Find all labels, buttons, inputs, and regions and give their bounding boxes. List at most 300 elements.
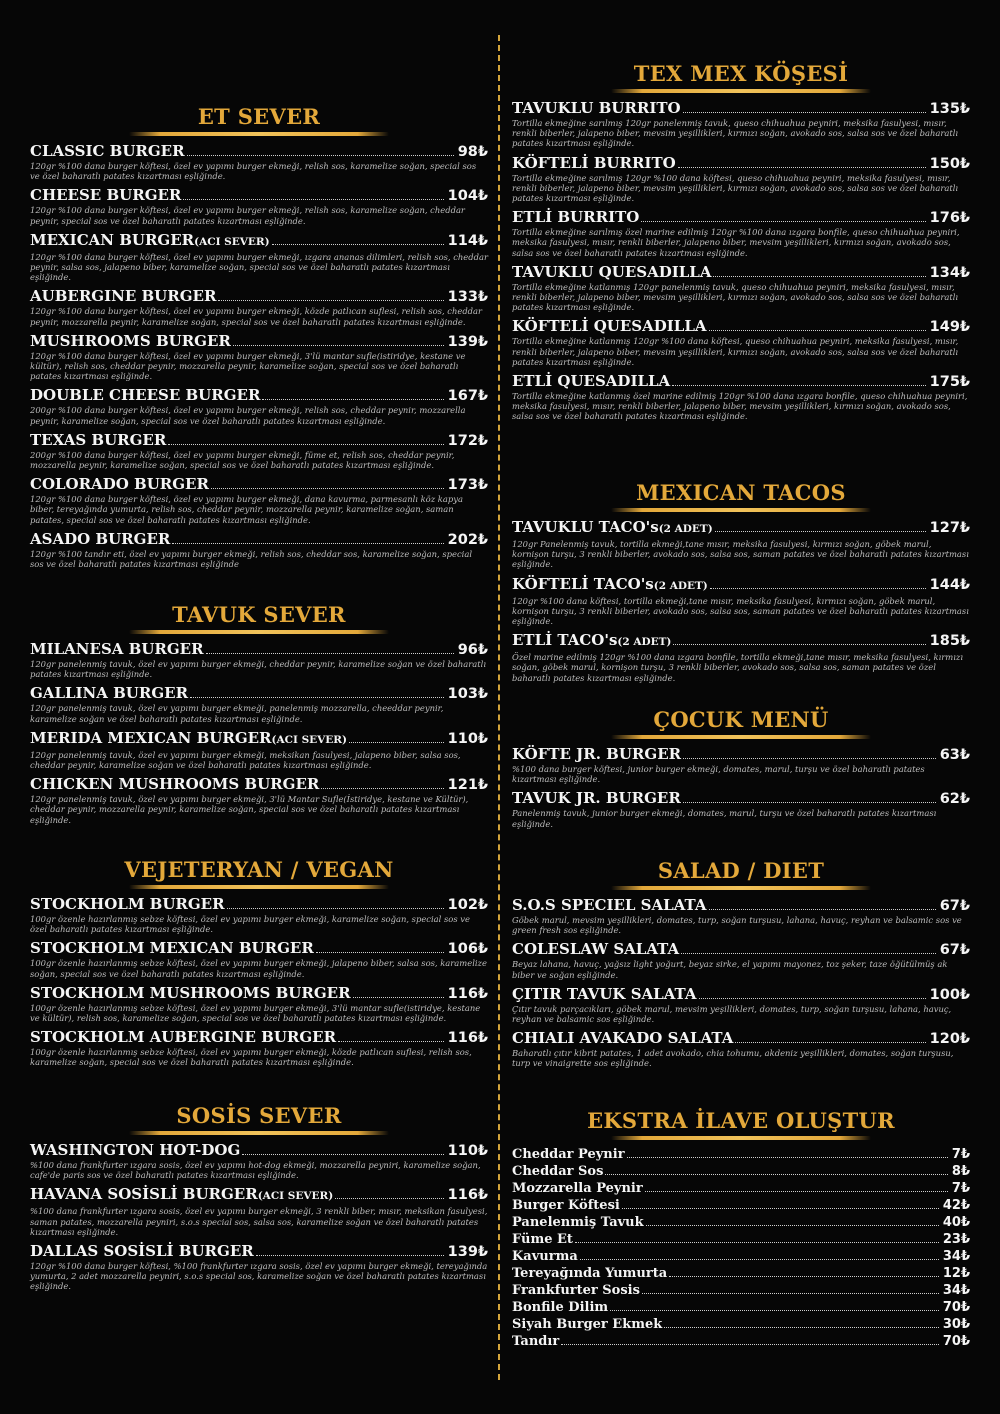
- dot-leader: [187, 155, 454, 156]
- dot-leader: [605, 1174, 947, 1175]
- menu-section-tex-mex-ko-s-esi: [512, 61, 970, 428]
- dot-leader: [272, 244, 444, 245]
- item-name: WASHINGTON HOT-DOG: [30, 1141, 241, 1159]
- item-price: 116₺: [447, 985, 488, 1002]
- item-name: Siyah Burger Ekmek: [512, 1317, 663, 1332]
- item-list: [30, 1142, 488, 1292]
- item-price: 67₺: [939, 898, 970, 914]
- item-name: Tereyağında Yumurta: [512, 1266, 668, 1281]
- dot-leader: [256, 1255, 444, 1256]
- item-price: 202₺: [447, 531, 488, 548]
- item-row: [30, 685, 488, 702]
- item-description: 120gr %100 dana burger köftesi, %100 frankfurter ızgara sosis, özel ev yapımı burger ekmeği, tereyağında yumurta, 2 adet mozzarella peyniri, s.o.s special sos, karamelize soğan ve özel baharatlı patates kızartması eşliğinde.: [30, 1261, 488, 1292]
- menu-item[interactable]: [30, 685, 488, 723]
- menu-item[interactable]: [512, 941, 970, 979]
- dot-leader: [678, 167, 926, 168]
- item-row: [512, 1249, 970, 1264]
- item-price: 98₺: [457, 144, 488, 160]
- item-row: [30, 476, 488, 493]
- item-price: 185₺: [929, 633, 970, 650]
- menu-item[interactable]: [512, 1334, 970, 1349]
- title-brush-stroke: [611, 89, 871, 93]
- item-description: Tortilla ekmeğine sarılmış özel marine edilmiş 120gr %100 dana ızgara bonfile, queso chihuahua peyniri, meksika fasulyesi, mısır, renkli biberler, jalapeno biber, mevsim yeşillikleri, kırmızı soğan, avokado sos, salsa sos ve özel baharatlı patates kızartması eşliğinde.: [512, 227, 960, 258]
- dot-leader: [353, 997, 444, 998]
- menu-item[interactable]: [512, 1266, 970, 1281]
- section-title: SOSİS SEVER: [176, 1103, 342, 1128]
- item-note: (2 ADET): [658, 523, 713, 535]
- item-name: Bonfile Dilim: [512, 1300, 609, 1315]
- item-description: 120gr %100 dana burger köftesi, özel ev yapımı burger ekmeği, relish sos, karamelize soğan, cheddar peynir, special sos ve özel baharatlı patates kızartması eşliğinde.: [30, 205, 465, 226]
- item-name: KÖFTELİ BURRITO: [512, 153, 676, 172]
- dot-leader: [316, 952, 444, 953]
- item-list: [512, 1147, 970, 1349]
- dot-leader: [575, 1242, 939, 1243]
- item-price: 167₺: [447, 388, 488, 405]
- item-price: 12₺: [942, 1266, 970, 1281]
- item-description: Beyaz lahana, havuç, yağsız light yoğurt, beyaz sirke, el yapımı mayonez, toz şeker, taze öğütülmüş ak biber ve soğan eşliğinde.: [512, 959, 948, 980]
- item-row: [30, 896, 488, 913]
- item-description: Tortilla ekmeğine sarılmış 120gr panelenmiş tavuk, queso chihuahua peyniri, meksika fasulyesi, mısır, renkli biberler, jalapeno biber, mevsim yeşillikleri, kırmızı soğan, avokado sos, salsa sos ve özel baharatlı patates kızartması eşliğinde.: [512, 118, 959, 149]
- menu-item[interactable]: [512, 897, 970, 935]
- item-row: [512, 1317, 970, 1332]
- item-name: COLESLAW SALATA: [512, 940, 680, 959]
- item-row: [30, 641, 488, 658]
- item-price: 121₺: [447, 777, 488, 794]
- item-note: (2 ADET): [653, 579, 708, 592]
- item-price: 63₺: [939, 747, 970, 763]
- item-name: ETLİ BURRITO: [512, 208, 640, 227]
- item-description: 120gr panelenmiş tavuk, özel ev yapımı burger ekmeği, cheddar peynir, karamelize soğan ve özel baharatlı patates kızartması eşliğinde.: [30, 659, 487, 680]
- title-brush-stroke: [611, 508, 871, 512]
- dot-leader: [669, 1276, 939, 1277]
- dot-leader: [349, 742, 444, 743]
- menu-item[interactable]: [30, 1142, 488, 1180]
- section-title: TAVUK SEVER: [172, 602, 346, 627]
- title-brush-stroke: [611, 735, 871, 739]
- menu-item[interactable]: [30, 432, 488, 470]
- dot-leader: [338, 1041, 444, 1042]
- dot-leader: [713, 276, 925, 277]
- item-price: 149₺: [929, 319, 970, 336]
- item-name: ETLİ QUESADILLA: [512, 372, 671, 391]
- item-name: MEXICAN BURGER(ACI SEVER): [30, 230, 270, 249]
- item-name: Frankfurter Sosis: [512, 1283, 640, 1298]
- item-row: [512, 941, 970, 958]
- item-name: STOCKHOLM BURGER: [30, 895, 225, 913]
- item-name: KÖFTELİ TACO's(2 ADET): [512, 574, 708, 593]
- item-price: 102₺: [447, 897, 488, 913]
- item-price: 62₺: [939, 791, 970, 808]
- item-name: DALLAS SOSİSLİ BURGER: [30, 1242, 254, 1261]
- item-name: Cheddar Sos: [512, 1164, 604, 1179]
- section-title: ÇOCUK MENÜ: [653, 707, 829, 732]
- item-price: 110₺: [447, 1143, 488, 1159]
- item-price: 67₺: [939, 942, 970, 959]
- section-title: MEXICAN TACOS: [636, 480, 846, 505]
- item-row: [512, 790, 970, 807]
- dot-leader: [211, 488, 444, 489]
- item-name: Burger Köftesi: [512, 1198, 620, 1213]
- item-row: [512, 986, 970, 1003]
- menu-item[interactable]: [512, 100, 970, 149]
- menu-item[interactable]: [30, 232, 488, 283]
- item-name: STOCKHOLM AUBERGINE BURGER: [30, 1028, 337, 1047]
- item-price: 110₺: [447, 730, 488, 747]
- item-name: KÖFTE JR. BURGER: [512, 745, 682, 763]
- item-name: Panelenmiş Tavuk: [512, 1215, 644, 1230]
- item-price: 34₺: [942, 1283, 970, 1298]
- dot-leader: [610, 1310, 939, 1311]
- dot-leader: [715, 531, 926, 532]
- menu-item[interactable]: [30, 1243, 488, 1292]
- menu-section-salad-diet: [512, 858, 970, 1075]
- menu-section-sosi-s-sever: [30, 1103, 488, 1298]
- item-description: 100gr özenle hazırlanmış sebze köftesi, özel ev yapımı burger ekmeği, közde patlıcan suflesi, relish sos, karamelize soğan, special sos ve özel baharatlı patates kızartması eşliğinde.: [30, 1047, 472, 1068]
- item-name: CHICKEN MUSHROOMS BURGER: [30, 775, 320, 794]
- menu-item[interactable]: [512, 1198, 970, 1213]
- item-row: [512, 632, 970, 651]
- item-name: CLASSIC BURGER: [30, 142, 185, 160]
- item-price: 96₺: [457, 642, 488, 658]
- dot-leader: [321, 788, 443, 789]
- dot-leader: [172, 543, 443, 544]
- title-brush-stroke: [611, 1136, 871, 1140]
- item-row: [512, 100, 970, 117]
- item-price: 172₺: [447, 432, 488, 449]
- item-description: 120gr panelenmiş tavuk, özel ev yapımı burger ekmeği, panelenmiş mozzarella, cheeddar peynir, karamelize soğan ve özel baharatlı patates kızartması eşliğinde.: [30, 703, 444, 724]
- item-description: %100 dana burger köftesi, junior burger ekmeği, domates, marul, turşu ve özel baharatlı patates kızartması eşliğinde.: [512, 764, 925, 785]
- item-description: 120gr %100 dana burger köftesi, özel ev yapımı burger ekmeği, relish sos, karamelize soğan, special sos ve özel baharatlı patates kızartması eşliğinde.: [30, 161, 477, 182]
- dot-leader: [735, 1042, 925, 1043]
- dot-leader: [683, 758, 936, 759]
- item-name: MILANESA BURGER: [30, 640, 204, 658]
- item-price: 30₺: [942, 1317, 970, 1332]
- item-price: 34₺: [942, 1249, 970, 1264]
- menu-item[interactable]: [512, 632, 970, 683]
- menu-item[interactable]: [512, 1181, 970, 1196]
- item-name: STOCKHOLM MUSHROOMS BURGER: [30, 983, 351, 1002]
- dot-leader: [641, 221, 925, 222]
- dot-leader: [709, 909, 936, 910]
- item-name: DOUBLE CHEESE BURGER: [30, 386, 261, 405]
- item-description: Tortilla ekmeğine katlanmış özel marine edilmiş 120gr %100 dana ızgara bonfile, queso chihuahua peyniri, meksika fasulyesi, mısır, renkli biberler, jalapeno biber, mevsim yeşillikleri, kırmızı soğan, avokado sos, salsa sos ve özel baharatlı patates kızartması eşliğinde.: [512, 391, 968, 422]
- menu-item[interactable]: [30, 288, 488, 326]
- dot-leader: [672, 385, 925, 386]
- item-name: Mozzarella Peynir: [512, 1181, 643, 1196]
- item-name: AUBERGINE BURGER: [30, 287, 217, 306]
- item-description: 100gr özenle hazırlanmış sebze köftesi, özel ev yapımı burger ekmeği, karamelize soğan, special sos ve özel baharatlı patates kızartması eşliğinde.: [30, 914, 470, 935]
- item-row: [512, 318, 970, 335]
- dot-leader: [168, 444, 443, 445]
- item-description: 120gr %100 dana burger köftesi, özel ev yapımı burger ekmeği, 3'lü mantar sufle(istiridye, kestane ve kültür), relish sos, cheddar peynir, mozzarella peynir, karamelize soğan, special sos ve özel baharatlı patates kızartması eşliğinde.: [30, 350, 466, 382]
- dot-leader: [233, 345, 444, 346]
- item-row: [512, 897, 970, 914]
- menu-item[interactable]: [30, 143, 488, 181]
- dot-leader: [335, 1198, 443, 1199]
- menu-item[interactable]: [30, 531, 488, 569]
- item-list: [512, 519, 970, 683]
- item-price: 173₺: [447, 477, 488, 494]
- column-divider: [498, 35, 500, 1380]
- item-name: GALLINA BURGER: [30, 684, 189, 703]
- item-row: [30, 531, 488, 548]
- item-name: Tandır: [512, 1334, 560, 1349]
- item-description: Tortilla ekmeğine katlanmış 120gr panelenmiş tavuk, queso chihuahua peyniri, meksika fasulyesi, mısır, renkli biberler, jalapeno biber, mevsim yeşillikleri, kırmızı soğan, avokado sos, salsa sos ve özel baharatlı patates kızartması eşliğinde.: [512, 281, 959, 313]
- menu-item[interactable]: [512, 1147, 970, 1162]
- menu-item[interactable]: [512, 373, 970, 422]
- section-title: SALAD / DIET: [657, 858, 825, 883]
- dot-leader: [645, 1191, 948, 1192]
- menu-item[interactable]: [512, 264, 970, 313]
- menu-item[interactable]: [30, 1186, 488, 1237]
- item-row: [512, 1181, 970, 1196]
- dot-leader: [190, 697, 444, 698]
- item-description: 120gr panelenmiş tavuk, özel ev yapımı burger ekmeği, meksikan fasulyesi, jalapeno biber, salsa sos, cheddar peynir, karamelize soğan ve özel baharatlı patates kızartması eşliğinde.: [30, 749, 461, 771]
- dot-leader: [709, 330, 926, 331]
- item-list: [512, 100, 970, 422]
- menu-item[interactable]: [30, 641, 488, 679]
- item-price: 120₺: [929, 1031, 970, 1048]
- section-title: ET SEVER: [197, 104, 321, 129]
- title-brush-stroke: [129, 885, 389, 889]
- item-row: [30, 1243, 488, 1260]
- item-name: S.O.S SPECIEL SALATA: [512, 896, 707, 914]
- menu-item[interactable]: [30, 187, 488, 225]
- dot-leader: [561, 1344, 939, 1345]
- dot-leader: [683, 112, 926, 113]
- item-name: MERIDA MEXICAN BURGER(ACI SEVER): [30, 728, 347, 747]
- menu-item[interactable]: [512, 318, 970, 367]
- item-name: TAVUKLU BURRITO: [512, 99, 681, 117]
- menu-section-et-sever: [30, 104, 488, 575]
- item-note: (2 ADET): [617, 636, 672, 649]
- item-description: Tortilla ekmeğine sarılmış 120gr %100 dana köftesi, queso chihuahua peyniri, meksika fasulyesi, mısır, renkli biberler, jalapeno biber, mevsim yeşillikleri, kırmızı soğan, avokado sos, salsa sos ve özel baharatlı patates kızartması eşliğinde.: [512, 172, 959, 204]
- dot-leader: [699, 998, 926, 999]
- item-name: STOCKHOLM MEXICAN BURGER: [30, 939, 314, 958]
- item-price: 70₺: [942, 1300, 970, 1315]
- item-row: [30, 776, 488, 793]
- menu-item[interactable]: [30, 1029, 488, 1067]
- item-list: [30, 641, 488, 825]
- item-row: [512, 1147, 970, 1162]
- item-row: [512, 1300, 970, 1315]
- dot-leader: [642, 1293, 939, 1294]
- menu-item[interactable]: [30, 476, 488, 525]
- item-price: 70₺: [942, 1334, 970, 1349]
- menu-item[interactable]: [512, 1283, 970, 1298]
- item-list: [512, 897, 970, 1069]
- item-row: [30, 940, 488, 957]
- item-name: Kavurma: [512, 1249, 578, 1264]
- item-note: (ACI SEVER): [271, 733, 347, 746]
- menu-item[interactable]: [512, 790, 970, 828]
- item-price: 104₺: [447, 188, 488, 205]
- item-price: 150₺: [929, 155, 970, 172]
- item-row: [512, 1030, 970, 1047]
- item-row: [30, 1029, 488, 1046]
- item-name: ASADO BURGER: [30, 529, 171, 548]
- item-description: 100gr özenle hazırlanmış sebze köftesi, özel ev yapımı burger ekmeği, jalapeno biber, salsa sos, karamelize soğan, special sos ve özel baharatlı patates kızartması eşliğinde.: [30, 958, 487, 979]
- item-note: (ACI SEVER): [257, 1190, 334, 1203]
- menu-item[interactable]: [512, 1030, 970, 1068]
- dot-leader: [683, 802, 936, 803]
- title-brush-stroke: [129, 630, 389, 634]
- menu-section-vejeteryan-vegan: [30, 857, 488, 1074]
- item-price: 116₺: [447, 1187, 488, 1204]
- item-description: Baharatlı çıtır kibrit patates, 1 adet avokado, chia tohumu, akdeniz yeşillikleri, domates, soğan turşusu, turp ve vinaigrette sos eşliğinde.: [512, 1048, 954, 1069]
- dot-leader: [242, 1154, 443, 1155]
- dot-leader: [227, 908, 444, 909]
- item-description: Göbek marul, mevsim yeşillikleri, domates, turp, soğan turşusu, lahana, havuç, reyhan ve balsamic sos ve green fresh sos eşliğinde.: [512, 915, 962, 936]
- item-row: [512, 1164, 970, 1179]
- item-price: 42₺: [942, 1198, 970, 1213]
- item-description: 100gr özenle hazırlanmış sebze köftesi, özel ev yapımı burger ekmeği, 3'lü mantar sufle(istiridye, kestane ve kültür), relish sos, karamelize soğan, special sos ve özel baharatlı patates kızartması eşliğinde.: [30, 1002, 481, 1024]
- menu-item[interactable]: [30, 333, 488, 382]
- item-name: COLORADO BURGER: [30, 475, 209, 494]
- item-price: 114₺: [447, 232, 488, 249]
- item-row: [30, 985, 488, 1002]
- item-name: MUSHROOMS BURGER: [30, 331, 231, 350]
- dot-leader: [183, 199, 443, 200]
- item-row: [512, 1334, 970, 1349]
- menu-item[interactable]: [512, 1317, 970, 1332]
- item-price: 133₺: [447, 289, 488, 306]
- dot-leader: [664, 1327, 939, 1328]
- menu-item[interactable]: [512, 1232, 970, 1247]
- menu-item[interactable]: [512, 746, 970, 784]
- item-row: [512, 373, 970, 390]
- menu-section-tavuk-sever: [30, 602, 488, 831]
- item-description: 120gr %100 dana burger köftesi, özel ev yapımı burger ekmeği, közde patlıcan suflesi, relish sos, cheddar peynir, mozzarella peynir, karamelize soğan, special sos ve özel baharatlı patates kızartması eşliğinde.: [30, 306, 483, 327]
- item-note: (ACI SEVER): [194, 235, 270, 248]
- item-price: 40₺: [942, 1215, 970, 1230]
- item-description: 120gr Panelenmiş tavuk, tortilla ekmeği,tane mısır, meksika fasulyesi, kırmızı soğan, göbek marul, kornişon turşu, 3 renkli biberler, avokado sos, salsa sos, saman patates ve özel baharatlı patates kızartması eşliğinde.: [512, 539, 969, 570]
- item-row: [30, 432, 488, 449]
- item-row: [512, 155, 970, 172]
- dot-leader: [673, 644, 925, 645]
- item-description: 120gr %100 tandır eti, özel ev yapımı burger ekmeği, relish sos, cheddar sos, karamelize soğan, special sos ve özel baharatlı patates kızartması eşliğinde: [30, 548, 473, 570]
- item-row: [30, 288, 488, 305]
- item-row: [512, 264, 970, 281]
- title-brush-stroke: [129, 132, 389, 136]
- item-row: [30, 1142, 488, 1159]
- item-list: [30, 143, 488, 569]
- item-price: 116₺: [447, 1030, 488, 1047]
- item-row: [30, 333, 488, 350]
- title-brush-stroke: [611, 886, 871, 890]
- menu-section-mexican-tacos: [512, 480, 970, 689]
- dot-leader: [218, 300, 443, 301]
- section-title: VEJETERYAN / VEGAN: [124, 857, 394, 882]
- dot-leader: [681, 953, 936, 954]
- item-price: 139₺: [447, 333, 488, 350]
- item-name: CHEESE BURGER: [30, 186, 182, 205]
- menu-item[interactable]: [512, 209, 970, 258]
- item-row: [512, 1283, 970, 1298]
- item-description: %100 dana frankfurter ızgara sosis, özel ev yapımı burger ekmeği, 3 renkli biber, mısır, meksikan fasulyesi, saman patates, mozzarella peyniri, s.o.s special sos, salsa sos, karamelize soğan ve özel baharatlı patates kızartması eşliğinde.: [30, 1206, 488, 1237]
- item-description: 200gr %100 dana burger köftesi, özel ev yapımı burger ekmeği, relish sos, cheddar peynir, mozzarella peynir, karamelize soğan, special sos ve özel baharatlı patates kızartması eşliğinde.: [30, 405, 466, 426]
- item-row: [512, 1266, 970, 1281]
- item-description: Panelenmiş tavuk, junior burger ekmeği, domates, marul, turşu ve özel baharatlı patates kızartması eşliğinde.: [512, 808, 937, 829]
- dot-leader: [627, 1157, 948, 1158]
- item-name: Cheddar Peynir: [512, 1147, 625, 1162]
- item-price: 100₺: [929, 986, 970, 1003]
- dot-leader: [580, 1259, 939, 1260]
- menu-item[interactable]: [30, 387, 488, 425]
- item-description: 120gr %100 dana köftesi, tortilla ekmeği,tane mısır, meksika fasulyesi, kırmızı soğan, göbek marul, kornişon turşu, 3 renkli biberler, avokado sos, salsa sos, saman patates ve özel baharatlı patates kızartması eşliğinde.: [512, 595, 969, 627]
- item-price: 23₺: [942, 1232, 970, 1247]
- item-row: [512, 576, 970, 595]
- item-description: Çıtır tavuk parçacıkları, göbek marul, mevsim yeşillikleri, domates, turp, soğan turşusu, lahana, havuç, reyhan ve balsamic sos eşliğinde.: [512, 1003, 952, 1025]
- item-price: 127₺: [929, 520, 970, 536]
- item-name: HAVANA SOSİSLİ BURGER(ACI SEVER): [30, 1185, 334, 1204]
- menu-item[interactable]: [512, 1249, 970, 1264]
- menu-item[interactable]: [512, 519, 970, 570]
- item-price: 135₺: [929, 101, 970, 117]
- item-list: [30, 896, 488, 1068]
- item-name: ETLİ TACO's(2 ADET): [512, 631, 672, 650]
- item-list: [512, 746, 970, 829]
- menu-item[interactable]: [512, 155, 970, 204]
- menu-item[interactable]: [512, 576, 970, 627]
- item-row: [30, 730, 488, 749]
- item-description: 200gr %100 dana burger köftesi, özel ev yapımı burger ekmeği, füme et, relish sos, cheddar peynir, mozzarella peynir, karamelize soğan, special sos ve özel baharatlı patates kızartması eşliğinde.: [30, 449, 455, 471]
- menu-item[interactable]: [512, 1164, 970, 1179]
- item-row: [30, 232, 488, 251]
- item-name: CHIALI AVAKADO SALATA: [512, 1029, 734, 1048]
- item-price: 8₺: [951, 1164, 970, 1179]
- menu-item[interactable]: [30, 940, 488, 978]
- section-title: EKSTRA İLAVE OLUŞTUR: [587, 1108, 895, 1133]
- menu-section-c-ocuk-menu: [512, 707, 970, 835]
- item-price: 7₺: [951, 1147, 970, 1162]
- dot-leader: [206, 653, 454, 654]
- item-row: [512, 1232, 970, 1247]
- item-name: TAVUKLU QUESADILLA: [512, 262, 712, 281]
- menu-item[interactable]: [30, 896, 488, 934]
- item-name: Füme Et: [512, 1232, 573, 1247]
- menu-item[interactable]: [30, 776, 488, 825]
- item-name: TAVUK JR. BURGER: [512, 789, 681, 808]
- menu-item[interactable]: [30, 730, 488, 770]
- dot-leader: [646, 1225, 939, 1226]
- menu-section-ekstra-i-lave-olus-tur: [512, 1108, 970, 1351]
- item-price: 103₺: [447, 686, 488, 703]
- item-description: %100 dana frankfurter ızgara sosis, özel ev yapımı hot-dog ekmeği, mozzarella peyniri, karamelize soğan, cafe'de paris sos ve özel baharatlı patates kızartması eşliğinde.: [30, 1160, 481, 1181]
- item-row: [30, 187, 488, 204]
- menu-item[interactable]: [512, 1215, 970, 1230]
- menu-item[interactable]: [30, 985, 488, 1023]
- item-description: Tortilla ekmeğine katlanmış 120gr %100 dana köftesi, queso chihuahua peyniri, meksika fasulyesi, mısır, renkli biberler, jalapeno biber, mevsim yeşillikleri, kırmızı soğan, avokado sos, salsa sos ve özel baharatlı patates kızartması eşliğinde.: [512, 336, 959, 367]
- dot-leader: [262, 399, 443, 400]
- item-name: TAVUKLU TACO's(2 ADET): [512, 518, 713, 536]
- item-price: 144₺: [929, 576, 970, 593]
- dot-leader: [622, 1208, 939, 1209]
- section-title: TEX MEX KÖŞESİ: [633, 61, 849, 86]
- item-price: 106₺: [447, 941, 488, 958]
- item-price: 7₺: [951, 1181, 970, 1196]
- item-description: 120gr %100 dana burger köftesi, özel ev yapımı burger ekmeği, ızgara ananas dilimleri, relish sos, cheddar peynir, salsa sos, jalapeno biber, karamelize soğan, special sos ve özel baharatlı patates kızartması eşliğinde.: [30, 251, 488, 283]
- item-name: TEXAS BURGER: [30, 430, 167, 449]
- item-row: [30, 387, 488, 404]
- menu-item[interactable]: [512, 1300, 970, 1315]
- item-row: [512, 1215, 970, 1230]
- item-row: [512, 519, 970, 538]
- item-row: [512, 746, 970, 763]
- title-brush-stroke: [129, 1131, 389, 1135]
- menu-item[interactable]: [512, 986, 970, 1024]
- item-price: 139₺: [447, 1244, 488, 1261]
